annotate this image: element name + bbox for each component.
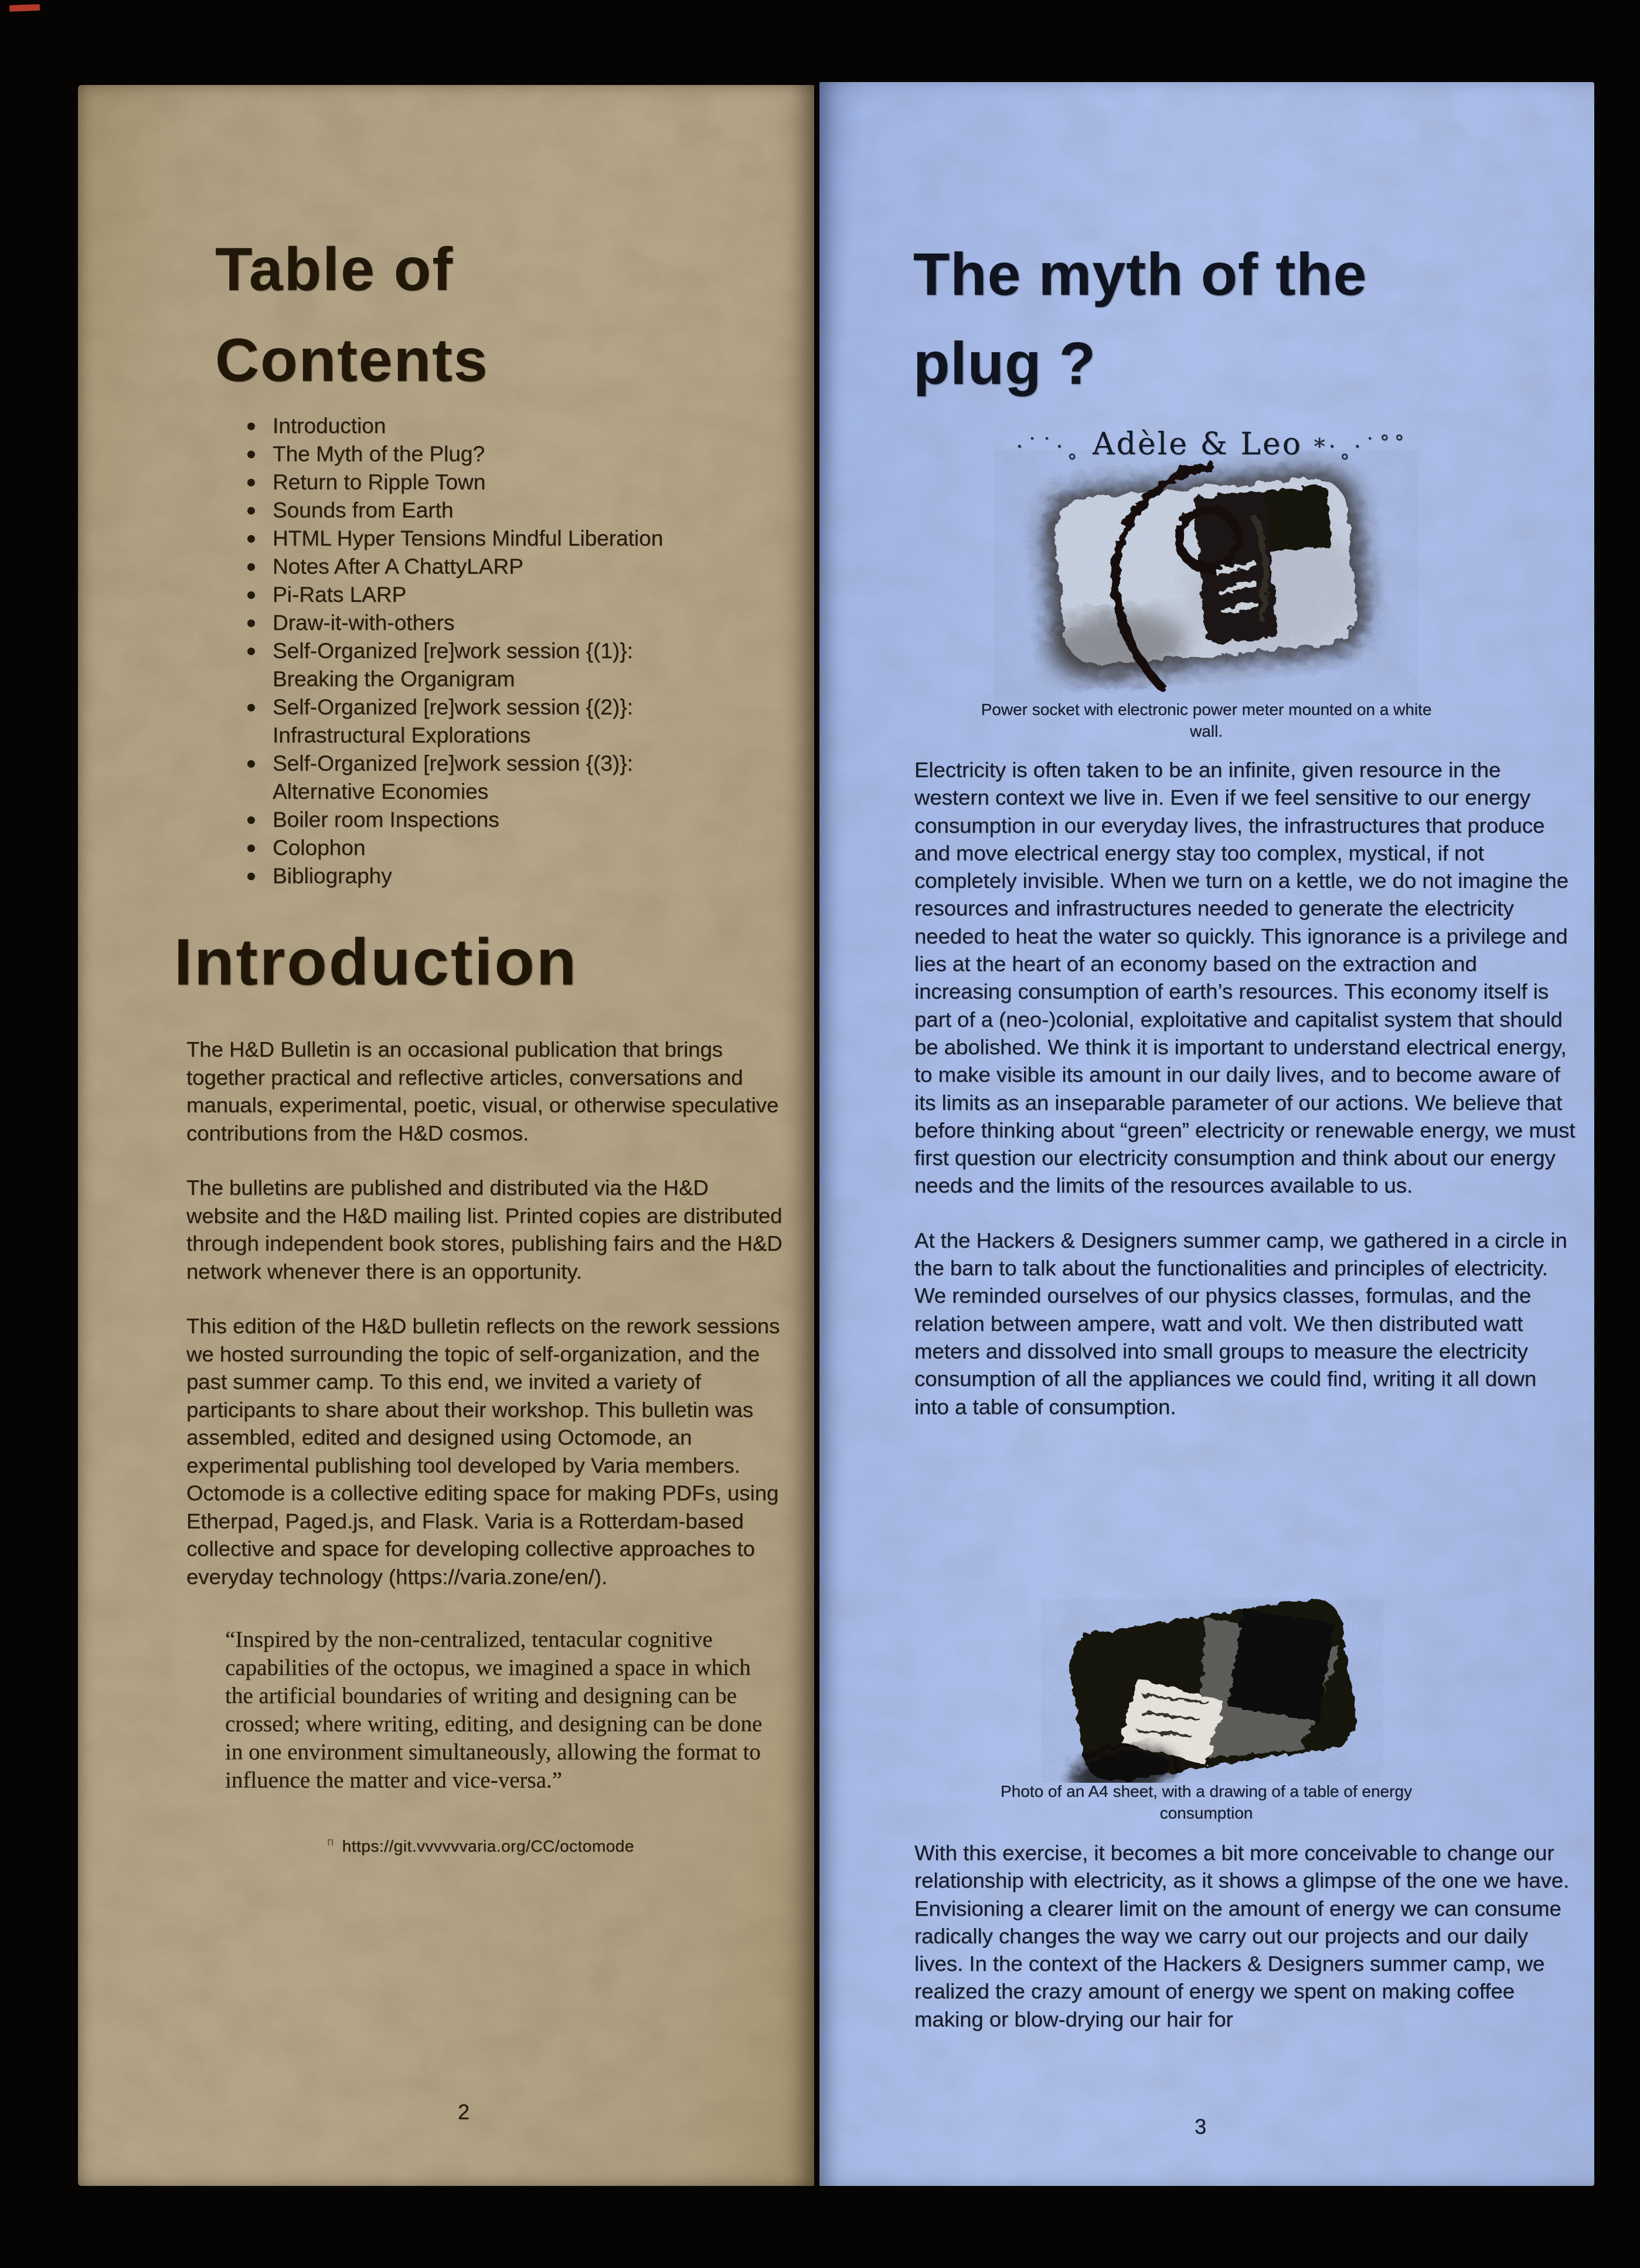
toc-item: Self-Organized [re]work session {(1)}: Breaking the Organigram [242,637,676,693]
toc-item: Colophon [242,834,676,862]
article-body-part1 [914,756,1576,1448]
figure2-caption: Photo of an A4 sheet, with a drawing of a table of energy consumption [1000,1782,1413,1822]
paragraph: Electricity is often taken to be an infinite, given resource in the western context we live in. Even if we feel sensitive to our energy consumption in our everyday lives, the infrastructures that produce and move electrical energy stay too complex, mystical, if not completely invisible. When we turn on a kettle, we do not imagine the resources and infrastructures needed to generate the electricity needed to heat the water so quickly. This ignorance is a privilege and lies at the heart of an economy based on the extraction and increasing consumption of earth’s resources. This economy itself is part of a (neo-)colonial, exploitative and capitalist system that should be abolished. We think it is important to understand electrical energy, to make visible its amount in our daily lives, and to become aware of its limits as an inseparable parameter of our actions. We believe that before thinking about “green” electricity or renewable energy, we must first question our electricity consumption and think about our energy needs and the limits of the resources available to us. [914,758,1576,1198]
paragraph: The bulletins are published and distributed via the H&D website and the H&D mailing list. Printed copies are distributed through independent book stores, publishing fairs and the H&D network whenever there is an opportunity. [186,1176,782,1283]
page-number-right: 3 [1195,2114,1207,2138]
toc-item: Self-Organized [re]work session {(2)}: Infrastructural Explorations [242,693,676,750]
toc-item: Bibliography [242,862,676,890]
right-page [819,82,1594,2186]
power-meter-halftone-illustration [994,450,1418,704]
left-page [78,85,814,2186]
paragraph: At the Hackers & Designers summer camp, we gathered in a circle in the barn to talk about the functionalities and principles of electricity. We reminded ourselves of our physics classes, formulas, and the relation between ampere, watt and volt. We then distributed watt meters and dissolved into small groups to measure the electricity consumption of all the appliances we could find, writing it all down into a table of consumption. [914,1228,1567,1419]
toc-list [242,412,676,890]
byline-authors: Adèle & Leo [1081,427,1314,462]
paragraph: With this exercise, it becomes a bit more conceivable to change our relationship with electricity, as it shows a glimpse of the one we have. Envisioning a clearer limit on the amount of energy we can consume radically changes the way we carry out our projects and our daily lives. In the context of the Hackers & Designers summer camp, we realized the crazy amount of energy we spent on making coffee making or blow-drying our hair for [914,1841,1570,2031]
byline-decoration-right: *·˳·˙˚˚ [1314,434,1408,459]
toc-title: Table of Contents [215,236,489,394]
octopus-quote: “Inspired by the non-centralized, tentacular cognitive capabilities of the octopus, we imagined a space in which the artificial boundaries of writing and designing can be crossed; where writing, editing, and designing can be done in one environment simultaneously, allowing the format to influence the matter and vice-versa.” [225,1627,763,1793]
paragraph: The H&D Bulletin is an occasional publication that brings together practical and reflective articles, conversations and manuals, experimental, poetic, visual, or otherwise speculative contributions from the H&D cosmos. [186,1037,779,1145]
toc-item: Return to Ripple Town [242,468,676,496]
figure-a4-sheet [1041,1599,1383,1783]
footnote-marker: n [327,1835,334,1848]
scan-artifact-red-mark [9,4,40,12]
toc-item: Sounds from Earth [242,496,676,525]
figure-power-meter [994,450,1418,704]
toc-item: Boiler room Inspections [242,806,676,834]
toc-item: Pi-Rats LARP [242,581,676,609]
article-body-part2 [914,1839,1576,2033]
figure1-caption: Power socket with electronic power meter mounted on a white wall. [981,700,1432,740]
introduction-body [186,1036,785,1860]
toc-item: Draw-it-with-others [242,609,676,637]
paragraph: This edition of the H&D bulletin reflects on the rework sessions we hosted surrounding the topic of self-organization, and the past summer camp. To this end, we invited a variety of participants to share about their workshop. This bulletin was assembled, edited and designed using Octomode, an experimental publishing tool developed by Varia members. Octomode is a collective editing space for making PDFs, using Etherpad, Paged.js, and Flask. Varia is a Rotterdam-based collective and space for developing collective approaches to everyday technology (https://varia.zone/en/). [186,1314,780,1589]
table-of-contents [242,412,676,890]
toc-item: The Myth of the Plug? [242,440,676,468]
page-number-left: 2 [458,2100,470,2124]
toc-item: HTML Hyper Tensions Mindful Liberation [242,525,676,553]
byline-decoration-left: ·˙˙·˳ [1016,434,1081,459]
introduction-heading: Introduction [174,925,579,999]
a4-sheet-halftone-photo [1041,1599,1383,1783]
footnote [327,1828,785,1860]
article-title: The myth of the plug ? [913,241,1367,397]
footnote-url: https://git.vvvvvvaria.org/CC/octomode [342,1837,634,1855]
toc-item: Notes After A ChattyLARP [242,553,676,581]
toc-item: Self-Organized [re]work session {(3)}: Alternative Economies [242,750,676,806]
toc-item: Introduction [242,412,676,440]
